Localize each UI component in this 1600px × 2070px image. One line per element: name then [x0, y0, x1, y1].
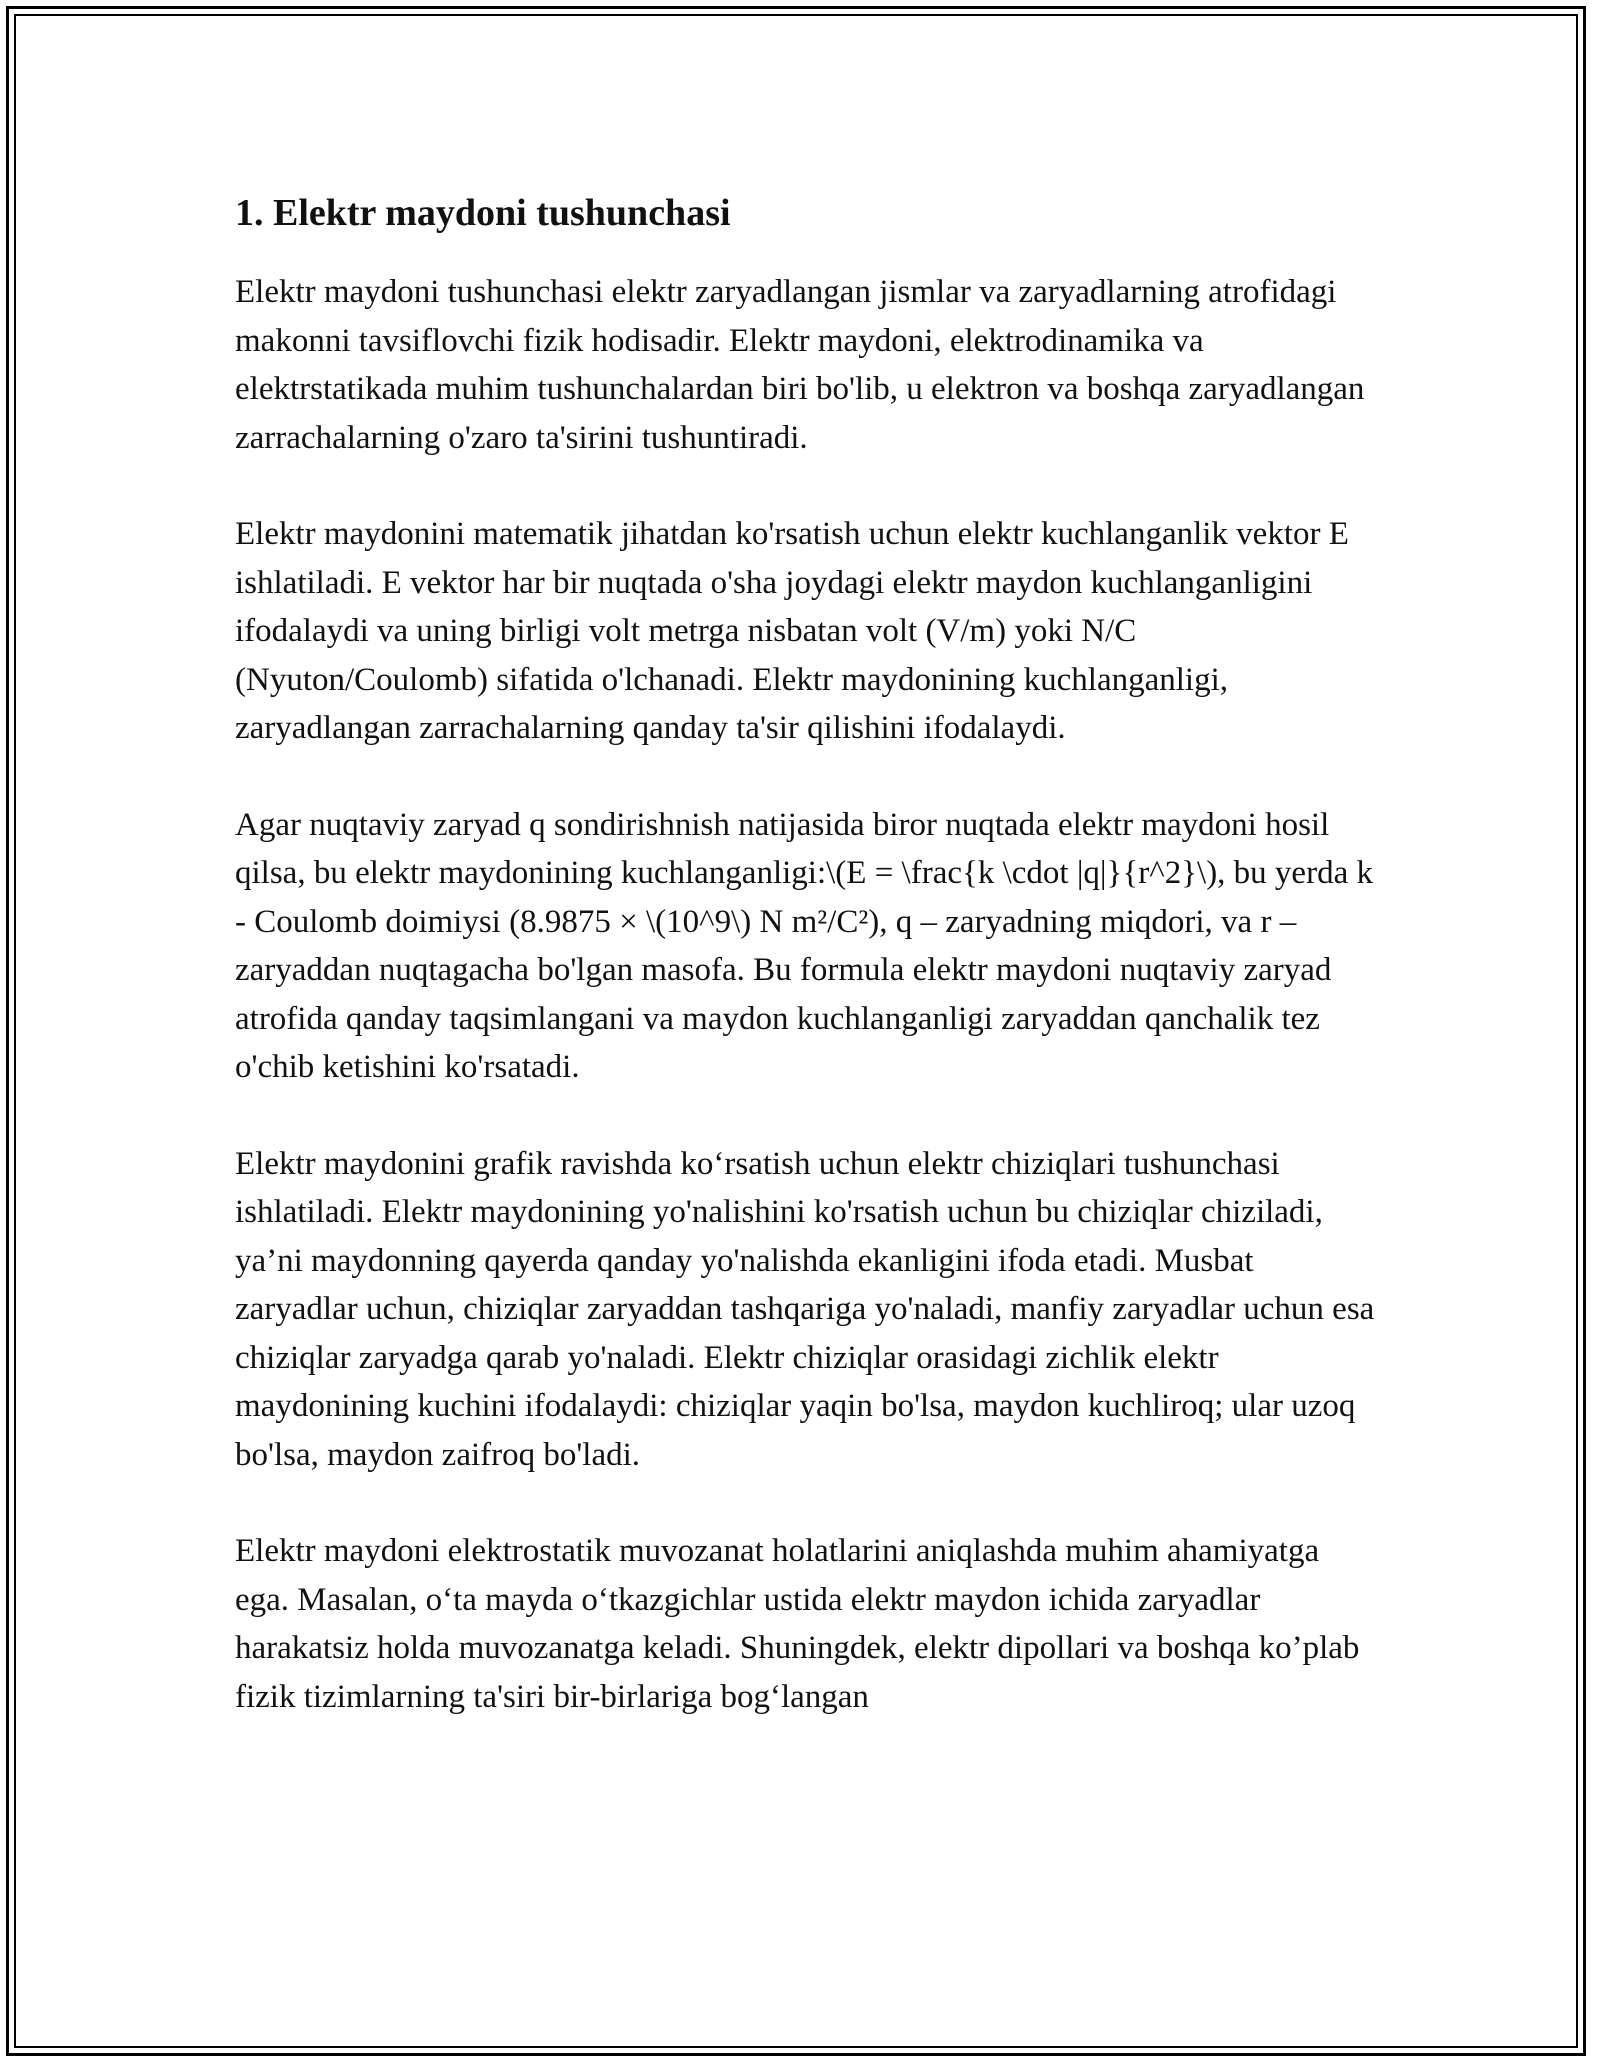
paragraph-2: Elektr maydonini matematik jihatdan ko'rsatish uchun elektr kuchlanganlik vektor E ishlatiladi. E vektor har bir nuqtada o'sha joydagi elektr maydon kuchlanganligini ifodalaydi va uning birligi volt metrga nisbatan volt (V/m) yoki N/C (Nyuton/Coulomb) sifatida o'lchanadi. Elektr maydonining kuchlanganligi, zaryadlangan zarrachalarning qanday ta'sir qilishini ifodalaydi.: [235, 516, 1349, 746]
paragraph-1: Elektr maydoni tushunchasi elektr zaryadlangan jismlar va zaryadlarning atrofidagi makonni tavsiflovchi fizik hodisadir. Elektr maydoni, elektrodinamika va elektrstatikada muhim tushunchalardan biri bo'lib, u elektron va boshqa zaryadlangan zarrachalarning o'zaro ta'sirini tushuntiradi.: [235, 274, 1365, 456]
document-body: [235, 186, 1375, 1769]
paragraph-4: Elektr maydonini grafik ravishda ko‘rsatish uchun elektr chiziqlari tushunchasi ishlatiladi. Elektr maydonining yo'nalishini ko'rsatish uchun bu chiziqlar chiziladi, ya’ni maydonning qayerda qanday yo'nalishda ekanligini ifoda etadi. Musbat zaryadlar uchun, chiziqlar zaryaddan tashqariga yo'naladi, manfiy zaryadlar uchun esa chiziqlar zaryadga qarab yo'naladi. Elektr chiziqlar orasidagi zichlik elektr maydonining kuchini ifodalaydi: chiziqlar yaqin bo'lsa, maydon kuchliroq; ular uzoq bo'lsa, maydon zaifroq bo'ladi.: [235, 1145, 1375, 1473]
section-heading: 1. Elektr maydoni tushunchasi: [235, 192, 731, 234]
paragraph-5: Elektr maydoni elektrostatik muvozanat holatlarini aniqlashda muhim ahamiyatga ega. Masalan, o‘ta mayda o‘tkazgichlar ustida elektr maydon ichida zaryadlar harakatsiz holda muvozanatga keladi. Shuningdek, elektr dipollari va boshqa ko’plab fizik tizimlarning ta'siri bir-birlariga bog‘langan: [235, 1533, 1360, 1715]
paragraph-3: Agar nuqtaviy zaryad q sondirishnish natijasida biror nuqtada elektr maydoni hosil qilsa, bu elektr maydonining kuchlanganligi:\(E = \frac{k \cdot |q|}{r^2}\), bu yerda k - Coulomb doimiysi (8.9875 × \(10^9\) N m²/C²), q – zaryadning miqdori, va r – zaryaddan nuqtagacha bo'lgan masofa. Bu formula elektr maydoni nuqtaviy zaryad atrofida qanday taqsimlangani va maydon kuchlanganligi zaryaddan qanchalik tez o'chib ketishini ko'rsatadi.: [235, 806, 1373, 1085]
